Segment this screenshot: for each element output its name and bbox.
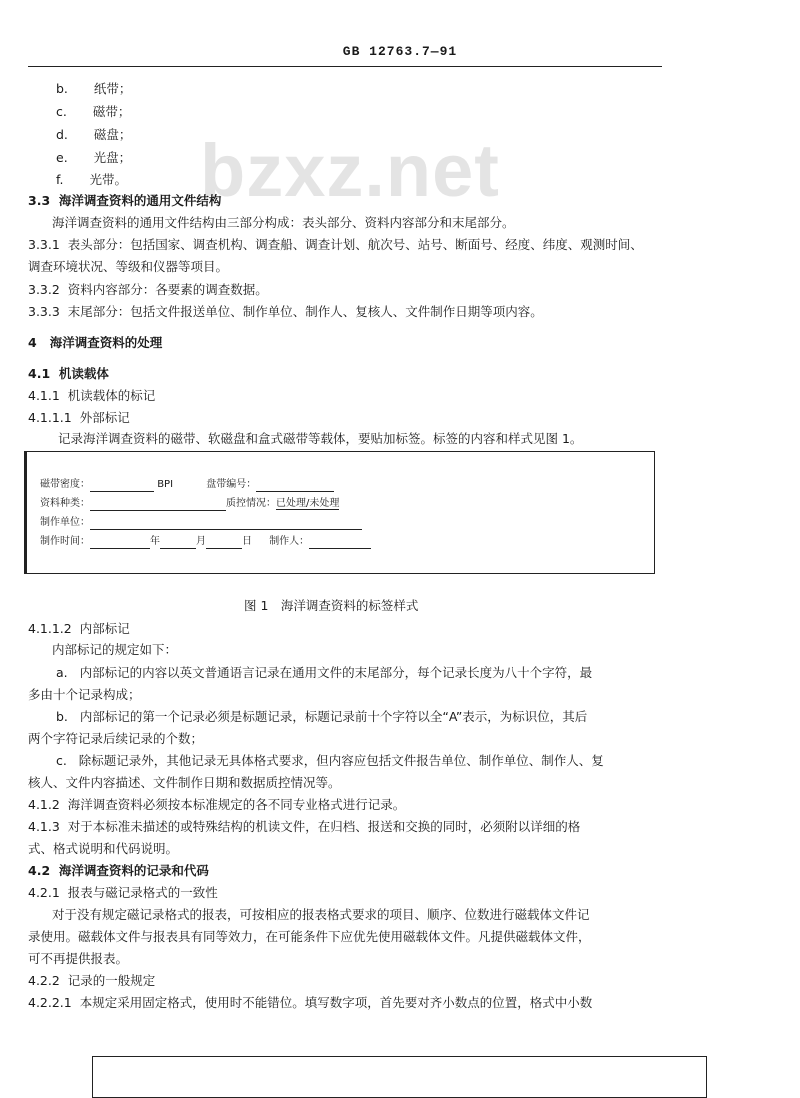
paragraph-continuation: 录使用。磁载体文件与报表具有同等效力，在可能条件下应优先使用磁载体文件。凡提供磁载体文件， (28, 929, 591, 944)
month-label: 月 (196, 536, 206, 547)
list-text: 光带。 (89, 172, 127, 187)
blank-line (90, 499, 226, 511)
form-row-tape (40, 478, 334, 492)
blank-line (90, 480, 154, 492)
subsection-number: 4.1.1.2 (28, 621, 72, 636)
maker-unit-label: 制作单位： (40, 517, 90, 528)
form-row-time (40, 535, 371, 549)
clause-number: 4.2.2.1 (28, 995, 72, 1010)
list-text: 光盘； (93, 150, 132, 165)
list-item-b (56, 708, 587, 726)
subsection-heading (28, 387, 155, 405)
subsection-heading (28, 409, 130, 427)
list-item-a (56, 664, 592, 682)
list-marker: b. (56, 81, 68, 96)
clause-text: 资料内容部分：各要素的调查数据。 (67, 282, 268, 297)
qc-value: 已处理/未处理 (276, 498, 340, 509)
list-text: 除标题记录外，其他记录无具体格式要求，但内容应包括文件报告单位、制作单位、制作人、复 (78, 753, 604, 768)
clause-4-1-2 (28, 796, 405, 814)
clause-number: 3.3.3 (28, 304, 60, 319)
list-marker: c. (56, 753, 67, 768)
reel-number-label: 盘带编号： (206, 479, 257, 490)
clause-number: 3.3.1 (28, 237, 60, 252)
form-row-type (40, 497, 339, 511)
clause-text: 表头部分：包括国家、调查机构、调查船、调查计划、航次号、站号、断面号、经度、纬度、观测时间、 (67, 237, 643, 252)
paragraph-continuation: 两个字符记录后续记录的个数； (28, 731, 204, 746)
subsection-title: 报表与磁记录格式的一致性 (67, 885, 218, 900)
data-type-label: 资料种类： (40, 498, 90, 509)
subsection-number: 4.1.1.1 (28, 410, 72, 425)
section-heading (28, 192, 221, 210)
list-text: 内部标记的内容以英文普通语言记录在通用文件的末尾部分，每个记录长度为八十个字符，最 (79, 665, 593, 680)
blank-line (90, 518, 362, 530)
blank-line (160, 537, 196, 549)
paragraph-continuation: 式、格式说明和代码说明。 (28, 841, 179, 856)
section-heading (28, 862, 209, 880)
paragraph: 海洋调查资料的通用文件结构由三部分构成：表头部分、资料内容部分和末尾部分。 (52, 215, 515, 230)
page-header-code: GB 12763.7—91 (342, 44, 458, 59)
list-item (56, 126, 131, 144)
qc-label: 质控情况： (226, 498, 276, 509)
paragraph: 记录海洋调查资料的磁带、软磁盘和盒式磁带等载体，要贴加标签。标签的内容和样式见图 1。 (58, 431, 583, 446)
watermark: bzxz.net (200, 129, 500, 212)
subsection-number: 4.2.1 (28, 885, 60, 900)
list-text: 内部标记的第一个记录必须是标题记录，标题记录前十个字符以全“A”表示，为标识位，其后 (79, 709, 588, 724)
section-title: 海洋调查资料的记录和代码 (58, 863, 209, 878)
blank-line (90, 537, 150, 549)
list-item (56, 103, 130, 121)
section-number: 4.1 (28, 366, 51, 381)
subsection-title: 记录的一般规定 (67, 973, 156, 988)
clause-number: 4.1.3 (28, 819, 60, 834)
section-heading (28, 365, 109, 383)
subsection-title: 机读载体的标记 (67, 388, 156, 403)
chapter-title: 海洋调查资料的处理 (49, 335, 163, 350)
figure-caption: 图 1 海洋调查资料的标签样式 (244, 598, 419, 613)
clause-text: 末尾部分：包括文件报送单位、制作单位、制作人、复核人、文件制作日期等项内容。 (67, 304, 543, 319)
clause-text: 对于本标准未描述的或特殊结构的机读文件，在归档、报送和交换的同时，必须附以详细的格 (67, 819, 581, 834)
clause-4-2-2-1 (28, 994, 592, 1012)
subsection-title: 外部标记 (79, 410, 130, 425)
list-marker: a. (56, 665, 68, 680)
list-item (56, 171, 127, 189)
blank-line (309, 537, 371, 549)
list-marker: b. (56, 709, 68, 724)
list-text: 磁带； (92, 104, 131, 119)
clause-4-1-3 (28, 818, 580, 836)
subsection-heading (28, 620, 130, 638)
subsection-heading (28, 884, 218, 902)
chapter-heading (28, 334, 162, 352)
clause-text: 本规定采用固定格式，使用时不能错位。填写数字项，首先要对齐小数点的位置，格式中小数 (79, 995, 593, 1010)
clause-3-3-1 (28, 236, 643, 254)
section-number: 3.3 (28, 193, 51, 208)
list-marker: e. (56, 150, 68, 165)
list-marker: f. (56, 172, 64, 187)
time-label: 制作时间： (40, 536, 90, 547)
list-text: 磁盘； (93, 127, 132, 142)
list-item (56, 80, 131, 98)
clause-number: 3.3.2 (28, 282, 60, 297)
clause-text: 海洋调查资料必须按本标准规定的各不同专业格式进行记录。 (67, 797, 406, 812)
list-marker: c. (56, 104, 67, 119)
day-label: 日 (242, 536, 252, 547)
form-row-unit (40, 516, 362, 530)
tape-density-unit: BPI (157, 479, 174, 490)
list-text: 纸带； (93, 81, 132, 96)
section-title: 海洋调查资料的通用文件结构 (58, 193, 222, 208)
paragraph: 内部标记的规定如下： (52, 642, 178, 657)
paragraph-continuation: 多由十个记录构成； (28, 687, 141, 702)
blank-line (206, 537, 242, 549)
clause-3-3-2 (28, 281, 268, 299)
tape-density-label: 磁带密度： (40, 479, 90, 490)
year-label: 年 (150, 536, 160, 547)
paragraph-continuation: 可不再提供报表。 (28, 951, 129, 966)
header-rule (28, 66, 662, 67)
list-marker: d. (56, 127, 68, 142)
subsection-number: 4.2.2 (28, 973, 60, 988)
label-form-figure (24, 451, 655, 574)
chapter-number: 4 (28, 335, 37, 350)
section-number: 4.2 (28, 863, 51, 878)
blank-line (256, 480, 334, 492)
section-title: 机读载体 (58, 366, 109, 381)
subsection-number: 4.1.1 (28, 388, 60, 403)
subsection-title: 内部标记 (79, 621, 130, 636)
paragraph-continuation: 核人、文件内容描述、文件制作日期和数据质控情况等。 (28, 775, 341, 790)
clause-3-3-3 (28, 303, 543, 321)
paragraph-continuation: 调查环境状况、等级和仪器等项目。 (28, 259, 229, 274)
list-item (56, 149, 131, 167)
paragraph: 对于没有规定磁记录格式的报表，可按相应的报表格式要求的项目、顺序、位数进行磁载体文件记 (52, 907, 590, 922)
clause-number: 4.1.2 (28, 797, 60, 812)
subsection-heading (28, 972, 155, 990)
maker-label: 制作人： (269, 536, 310, 547)
list-item-c (56, 752, 604, 770)
next-page-frame (92, 1056, 707, 1098)
